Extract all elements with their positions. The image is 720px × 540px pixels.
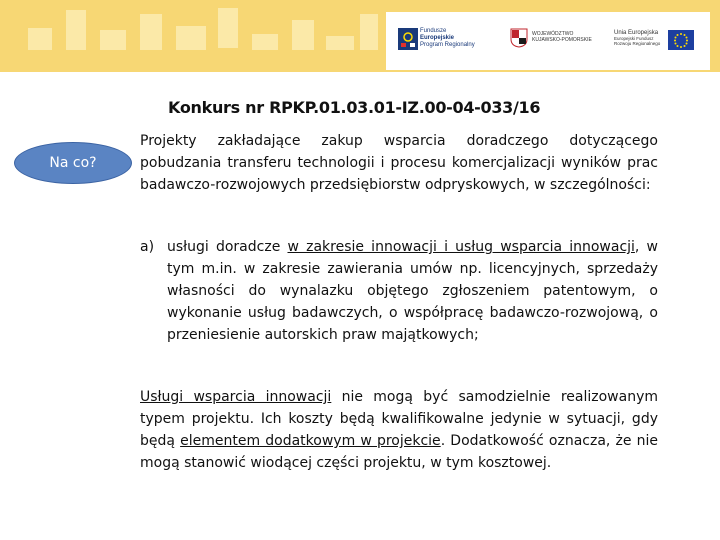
para2-underlined-2: elementem dodatkowym w projekcie bbox=[180, 433, 441, 449]
header-decoration bbox=[326, 36, 354, 50]
fe-line1: Fundusze bbox=[420, 28, 447, 34]
list-item bbox=[140, 236, 658, 346]
unia-europejska-logo bbox=[614, 28, 704, 54]
ue-line1: Unia Europejska bbox=[614, 30, 659, 36]
page-title: Konkurs nr RPKP.01.03.01-IZ.00-04-033/16 bbox=[168, 98, 541, 117]
eu-flag-icon bbox=[668, 30, 694, 50]
para2-underlined-1: Usługi wsparcia innowacji bbox=[140, 389, 332, 405]
coat-of-arms-icon bbox=[510, 28, 528, 48]
para2-text-1: nie mogą być samodzielnie realizowanym typem projektu. Ich koszty będą kwalifikowalne jedynie w sytuacji, gdy będą bbox=[140, 389, 658, 449]
fundusze-europejskie-logo bbox=[398, 26, 475, 58]
list-text-2: , w tym m.in. w zakresie zawierania umów np. licencyjnych, sprzedaży własności do wynalazku objętego zgłoszeniem patentowym, o wykonanie usług badawczych, o współpracę badawczo-rozwojową, o przeniesienie autorskich praw majątkowych; bbox=[167, 239, 658, 343]
header-decoration bbox=[176, 26, 206, 50]
closing-paragraph bbox=[140, 386, 658, 474]
kp-line2: KUJAWSKO-POMORSKIE bbox=[532, 37, 592, 43]
ue-line2: Europejski Fundusz bbox=[614, 36, 654, 41]
intro-paragraph: Projekty zakładające zakup wsparcia doradczego dotyczącego pobudzania transferu technologii i procesu komercjalizacji wyników prac badawczo-rozwojowych przedsiębiorstw odpryskowych, w szczególności: bbox=[140, 133, 658, 193]
list-item-text bbox=[167, 236, 658, 346]
ue-line3: Rozwoju Regionalnego bbox=[614, 41, 661, 46]
header-decoration bbox=[28, 28, 52, 50]
side-label-oval bbox=[14, 142, 132, 184]
header-decoration bbox=[252, 34, 278, 50]
header-decoration bbox=[100, 30, 126, 50]
fundusze-europejskie-icon bbox=[398, 28, 418, 50]
list-marker: a) bbox=[140, 239, 155, 255]
header-decoration bbox=[360, 14, 378, 50]
para2-text-2: . Dodatkowość oznacza, że nie mogą stanowić wiodącej części projektu, w tym kosztowej. bbox=[140, 433, 659, 471]
fe-line2: Europejskie bbox=[420, 35, 455, 41]
side-label: Na co? bbox=[49, 155, 97, 171]
fe-line3: Program Regionalny bbox=[420, 42, 475, 48]
list-text-1: usługi doradcze bbox=[167, 239, 288, 255]
header-decoration bbox=[66, 10, 86, 50]
kp-line1: WOJEWÓDZTWO bbox=[532, 31, 574, 37]
header-decoration bbox=[292, 20, 314, 50]
header-decoration bbox=[218, 8, 238, 48]
list-underlined-1: w zakresie innowacji i usług wsparcia innowacji bbox=[287, 239, 635, 255]
kujawsko-pomorskie-logo bbox=[510, 28, 590, 54]
header-decoration bbox=[140, 14, 162, 50]
